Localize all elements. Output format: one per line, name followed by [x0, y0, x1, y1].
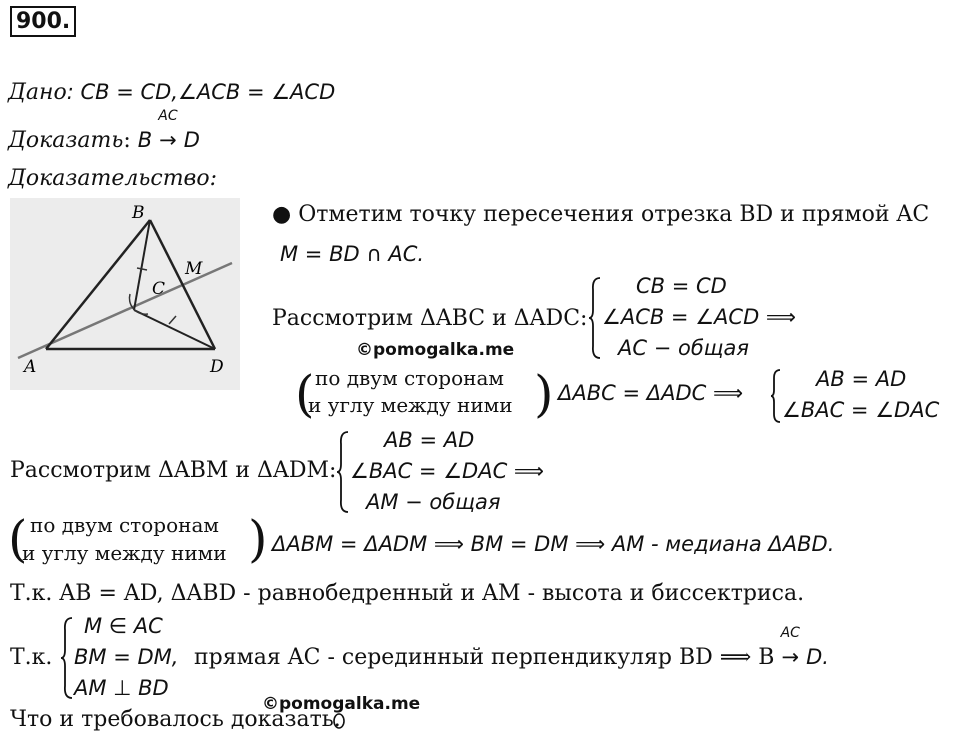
given-line	[8, 80, 335, 105]
step5-reason2: и углу между ними	[22, 541, 227, 565]
label-a: A	[24, 357, 37, 377]
label-d: D	[210, 357, 224, 377]
given-label: Дано	[8, 80, 67, 105]
step7-sys3: AM ⊥ BD	[74, 676, 169, 700]
paren-left-icon: (	[295, 365, 315, 423]
brace-icon	[336, 430, 350, 514]
conclusion: Что и требовалось доказать.	[10, 707, 341, 732]
watermark-2: ©pomogalka.me	[262, 694, 421, 714]
step4-sys2: ∠BAC = ∠DAC ⟹	[350, 459, 545, 483]
prove-label: Доказать	[8, 128, 124, 153]
step3-result: ΔABC = ΔADC ⟹	[558, 381, 744, 405]
label-c: C	[152, 279, 166, 299]
step5-result: ΔABM = ΔADM ⟹ BM = DM ⟹ AM - медиана ΔABD.	[272, 532, 835, 556]
step6-line: Т.к. AB = AD, ΔABD - равнобедренный и AM - высота и биссектриса.	[10, 581, 805, 606]
step4-lead: Рассмотрим ΔABM и ΔADM:	[10, 458, 337, 483]
watermark-1: ©pomogalka.me	[356, 340, 515, 360]
step7-sys2: BM = DM,	[74, 645, 179, 669]
step1-line1: ● Отметим точку пересечения отрезка BD и прямой AC	[272, 202, 930, 227]
step4-sys3: AM − общая	[366, 490, 501, 514]
prove-line: Доказать: B AC → D	[8, 108, 200, 153]
step7-sys1: M ∈ AC	[84, 614, 163, 638]
given-text: : CB = CD,∠ACB = ∠ACD	[66, 80, 336, 104]
step2-sys3: AC − общая	[618, 336, 750, 360]
step2-lead: Рассмотрим ΔABC и ΔADC:	[272, 306, 588, 331]
end-circle-icon	[332, 710, 346, 730]
paren-right-icon: )	[248, 510, 268, 568]
step3-sys1: AB = AD	[816, 367, 907, 391]
label-b: B	[132, 203, 145, 223]
step3-sys2: ∠BAC = ∠DAC	[782, 398, 940, 422]
step5-reason1: по двум сторонам	[30, 513, 219, 537]
label-m: M	[185, 259, 203, 279]
paren-left-icon: (	[8, 510, 28, 568]
paren-right-icon: )	[534, 365, 554, 423]
brace-icon	[588, 276, 602, 360]
proof-label: Доказательство:	[8, 166, 218, 191]
step2-sys1: CB = CD	[636, 274, 727, 298]
brace-icon	[770, 368, 782, 424]
brace-icon	[60, 616, 74, 700]
problem-number: 900.	[10, 6, 76, 37]
step1-line2: M = BD ∩ AC.	[280, 242, 425, 266]
step7-text: прямая AC - серединный перпендикуляр BD ⟹ B AC → D.	[194, 625, 829, 670]
maps-to-arrow: AC →	[158, 108, 178, 152]
step7-lead: Т.к.	[10, 645, 53, 670]
step3-reason2: и углу между ними	[308, 393, 513, 417]
triangle-figure	[10, 198, 240, 390]
step2-sys2: ∠ACB = ∠ACD ⟹	[602, 305, 797, 329]
step4-sys1: AB = AD	[384, 428, 475, 452]
step3-reason1: по двум сторонам	[315, 366, 504, 390]
maps-to-arrow: AC →	[780, 625, 800, 669]
